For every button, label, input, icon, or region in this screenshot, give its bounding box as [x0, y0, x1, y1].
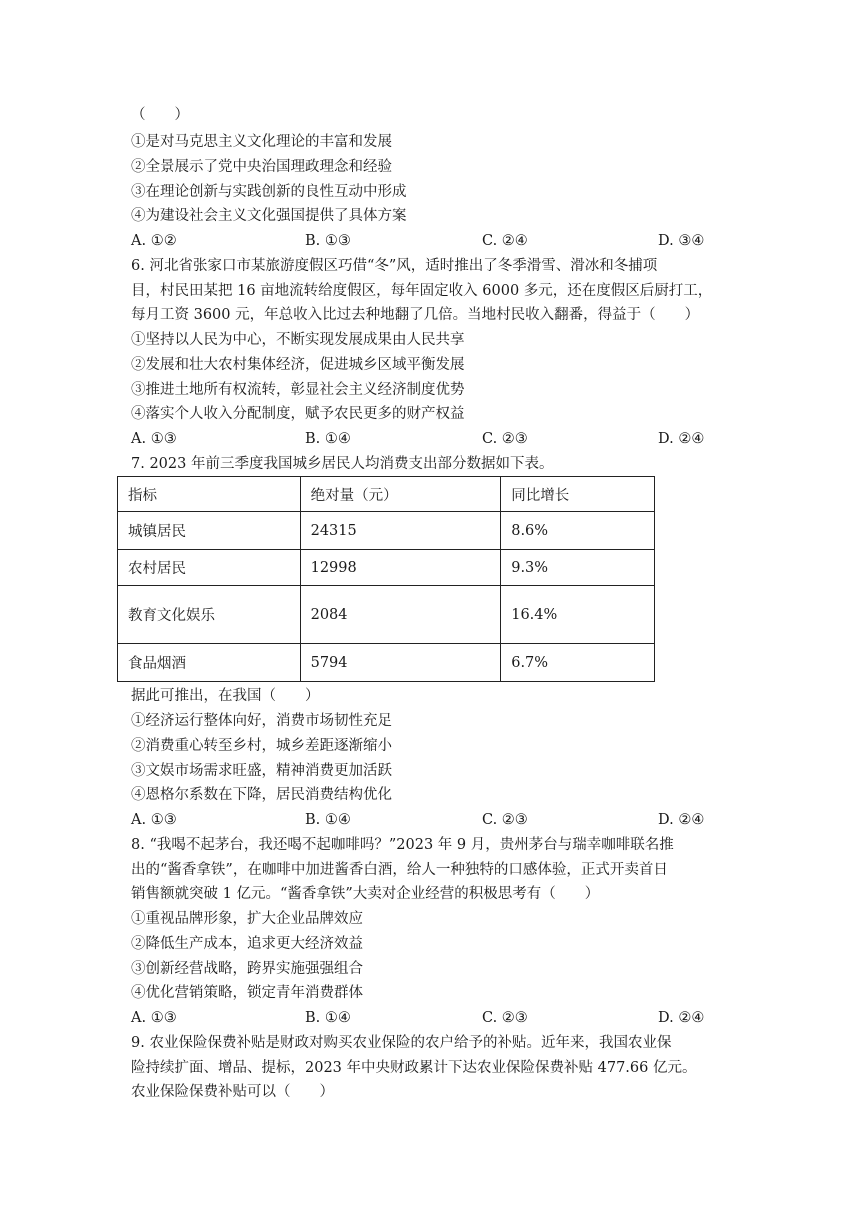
- table-header-row: [118, 477, 655, 512]
- q5-stem-tail: （ ）: [131, 107, 189, 123]
- q7-item-3: ③文娱市场需求旺盛，精神消费更加活跃: [131, 763, 392, 779]
- q6-option-d: D. ②④: [658, 431, 705, 447]
- q8-item-1: ①重视品牌形象，扩大企业品牌效应: [131, 911, 363, 927]
- q6-stem-line-3: 每月工资 3600 元，年总收入比过去种地翻了几倍。当地村民收入翻番，得益于（ ）: [131, 307, 700, 323]
- q7-item-1: ①经济运行整体向好，消费市场韧性充足: [131, 713, 392, 729]
- table-cell: 24315: [300, 512, 501, 550]
- table-cell: 9.3%: [501, 550, 655, 586]
- q7-option-d: D. ②④: [658, 812, 705, 828]
- q5-item-4: ④为建设社会主义文化强国提供了具体方案: [131, 208, 407, 224]
- q6-item-2: ②发展和壮大农村集体经济，促进城乡区域平衡发展: [131, 357, 465, 373]
- table-cell: 6.7%: [501, 644, 655, 682]
- table-cell: 5794: [300, 644, 501, 682]
- consumption-table: [117, 476, 655, 682]
- table-cell: 2084: [300, 586, 501, 644]
- q7-option-b: B. ①④: [305, 812, 351, 828]
- q6-option-b: B. ①④: [305, 431, 351, 447]
- q8-item-4: ④优化营销策略，锁定青年消费群体: [131, 985, 363, 1001]
- table-cell: 12998: [300, 550, 501, 586]
- q8-option-a: A. ①③: [131, 1010, 177, 1026]
- q6-item-3: ③推进土地所有权流转，彰显社会主义经济制度优势: [131, 382, 465, 398]
- q7-item-2: ②消费重心转至乡村，城乡差距逐渐缩小: [131, 738, 392, 754]
- q8-option-d: D. ②④: [658, 1010, 705, 1026]
- q7-option-a: A. ①③: [131, 812, 177, 828]
- q7-stem: 7. 2023 年前三季度我国城乡居民人均消费支出部分数据如下表。: [131, 456, 554, 472]
- q5-option-d: D. ③④: [658, 233, 705, 249]
- q9-stem-line-3: 农业保险保费补贴可以（ ）: [131, 1084, 334, 1100]
- q8-option-b: B. ①④: [305, 1010, 351, 1026]
- table-cell: 教育文化娱乐: [118, 586, 301, 644]
- table-cell: 农村居民: [118, 550, 301, 586]
- table-header-cell: 绝对量（元）: [300, 477, 501, 512]
- q7-after-table: 据此可推出，在我国（ ）: [131, 688, 320, 704]
- table-row: [118, 512, 655, 550]
- q6-stem-line-1: 6. 河北省张家口市某旅游度假区巧借“冬”风，适时推出了冬季滑雪、滑冰和冬捕项: [131, 258, 658, 274]
- q9-stem-line-2: 险持续扩面、增品、提标，2023 年中央财政累计下达农业保险保费补贴 477.66 亿元。: [131, 1060, 697, 1076]
- q5-option-a: A. ①②: [131, 233, 177, 249]
- q8-stem-line-1: 8. “我喝不起茅台，我还喝不起咖啡吗？”2023 年 9 月，贵州茅台与瑞幸咖啡联名推: [131, 837, 674, 853]
- table-cell: 16.4%: [501, 586, 655, 644]
- q6-option-c: C. ②③: [482, 431, 528, 447]
- table-row: [118, 586, 655, 644]
- q7-item-4: ④恩格尔系数在下降，居民消费结构优化: [131, 787, 392, 803]
- q5-option-c: C. ②④: [482, 233, 528, 249]
- table-header-cell: 指标: [118, 477, 301, 512]
- q8-option-c: C. ②③: [482, 1010, 528, 1026]
- table-cell: 8.6%: [501, 512, 655, 550]
- q6-stem-line-2: 目，村民田某把 16 亩地流转给度假区，每年固定收入 6000 多元，还在度假区后厨打工，: [131, 283, 713, 299]
- table-header-cell: 同比增长: [501, 477, 655, 512]
- q5-item-1: ①是对马克思主义文化理论的丰富和发展: [131, 134, 392, 150]
- q5-item-2: ②全景展示了党中央治国理政理念和经验: [131, 159, 392, 175]
- table-cell: 食品烟酒: [118, 644, 301, 682]
- table-cell: 城镇居民: [118, 512, 301, 550]
- q8-stem-line-2: 出的“酱香拿铁”，在咖啡中加进酱香白酒，给人一种独特的口感体验，正式开卖首日: [131, 862, 668, 878]
- q8-item-2: ②降低生产成本，追求更大经济效益: [131, 936, 363, 952]
- q6-item-1: ①坚持以人民为中心，不断实现发展成果由人民共享: [131, 332, 465, 348]
- q5-item-3: ③在理论创新与实践创新的良性互动中形成: [131, 184, 407, 200]
- q6-item-4: ④落实个人收入分配制度，赋予农民更多的财产权益: [131, 406, 465, 422]
- q9-stem-line-1: 9. 农业保险保费补贴是财政对购买农业保险的农户给予的补贴。近年来，我国农业保: [131, 1035, 672, 1051]
- q7-option-c: C. ②③: [482, 812, 528, 828]
- q8-item-3: ③创新经营战略，跨界实施强强组合: [131, 961, 363, 977]
- q5-option-b: B. ①③: [305, 233, 351, 249]
- q8-stem-line-3: 销售额就突破 1 亿元。“酱香拿铁”大卖对企业经营的积极思考有（ ）: [131, 886, 600, 902]
- q6-option-a: A. ①③: [131, 431, 177, 447]
- table-row: [118, 550, 655, 586]
- table-row: [118, 644, 655, 682]
